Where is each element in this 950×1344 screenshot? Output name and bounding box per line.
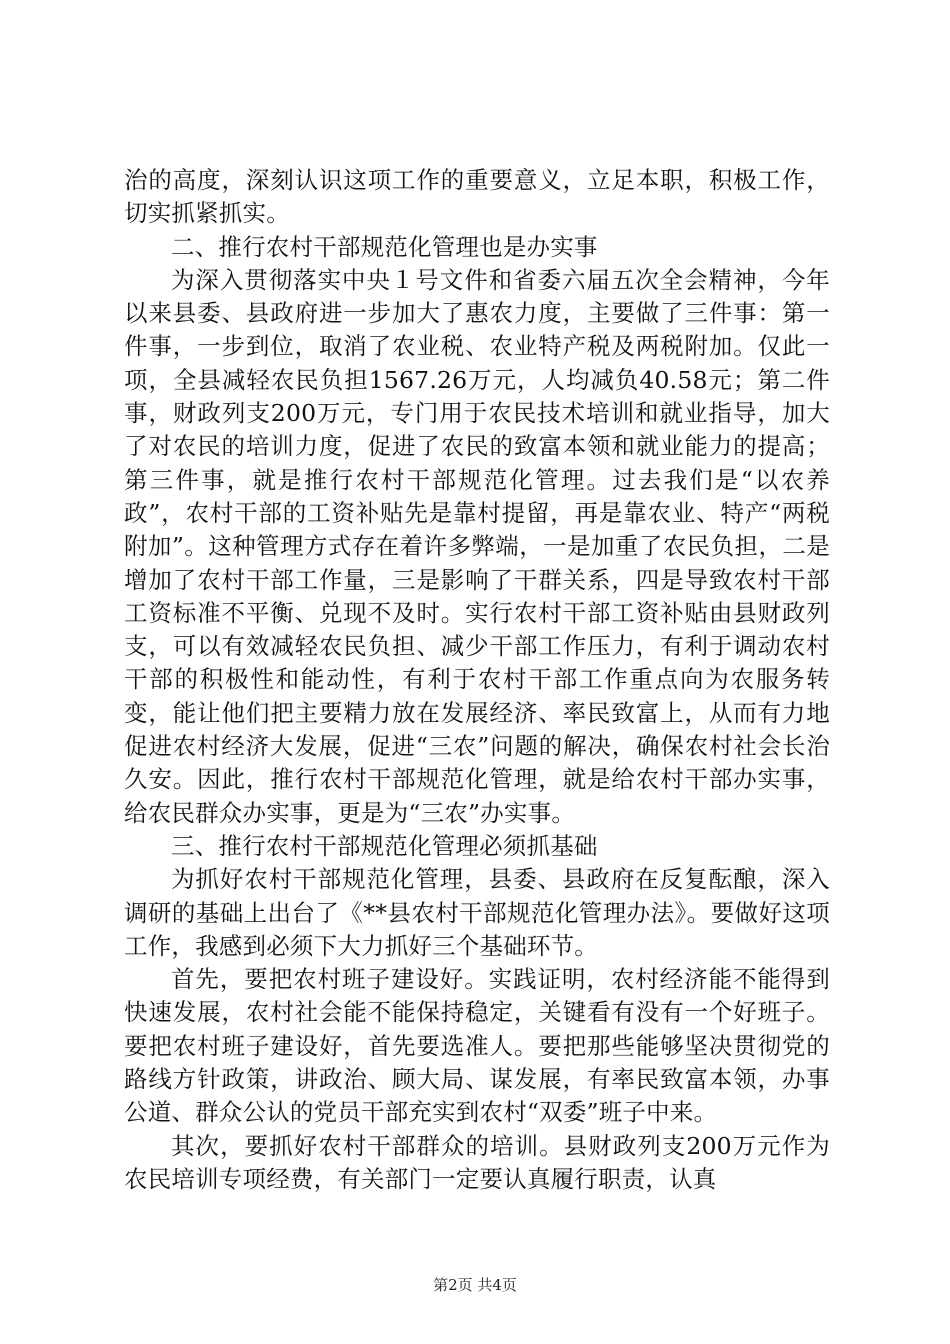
paragraph-second-point: 其次，要抓好农村干部群众的培训。县财政列支200万元作为农民培训专项经费，有关部门一定要认真履行职责，认真	[124, 1131, 830, 1193]
section-heading-three: 三、推行农村干部规范化管理必须抓基础	[171, 831, 598, 860]
section-heading-two: 二、推行农村干部规范化管理也是办实事	[171, 232, 598, 261]
paragraph-first-point: 首先，要把农村班子建设好。实践证明，农村经济能不能得到快速发展，农村社会能不能保持稳定，关键看有没有一个好班子。要把农村班子建设好，首先要选准人。要把那些能够坚决贯彻党的路线方针政策，讲政治、顾大局、谋发展，有率民致富本领，办事公道、群众公认的党员干部充实到农村“双委”班子中来。	[124, 965, 830, 1127]
document-body	[124, 164, 830, 1196]
page-number-footer: 第2页 共4页	[433, 1276, 517, 1294]
paragraph-section-three-intro: 为抓好农村干部规范化管理，县委、县政府在反复酝酿，深入调研的基础上出台了《**县农村干部规范化管理办法》。要做好这项工作，我感到必须下大力抓好三个基础环节。	[124, 865, 830, 960]
paragraph-section-two: 为深入贯彻落实中央１号文件和省委六届五次全会精神，今年以来县委、县政府进一步加大了惠农力度，主要做了三件事：第一件事，一步到位，取消了农业税、农业特产税及两税附加。仅此一项，全县减轻农民负担1567.26万元，人均减负40.58元；第二件事，财政列支200万元，专门用于农民技术培训和就业指导，加大了对农民的培训力度，促进了农民的致富本领和就业能力的提高；第三件事，就是推行农村干部规范化管理。过去我们是“以农养政”，农村干部的工资补贴先是靠村提留，再是靠农业、特产“两税附加”。这种管理方式存在着许多弊端，一是加重了农民负担，二是增加了农村干部工作量，三是影响了干群关系，四是导致农村干部工资标准不平衡、兑现不及时。实行农村干部工资补贴由县财政列支，可以有效减轻农民负担、减少干部工作压力，有利于调动农村干部的积极性和能动性，有利于农村干部工作重点向为农服务转变，能让他们把主要精力放在发展经济、率民致富上，从而有力地促进农村经济大发展，促进“三农”问题的解决，确保农村社会长治久安。因此，推行农村干部规范化管理，就是给农村干部办实事，给农民群众办实事，更是为“三农”办实事。	[124, 265, 830, 827]
paragraph-continuation: 治的高度，深刻认识这项工作的重要意义，立足本职，积极工作，切实抓紧抓实。	[124, 166, 830, 228]
